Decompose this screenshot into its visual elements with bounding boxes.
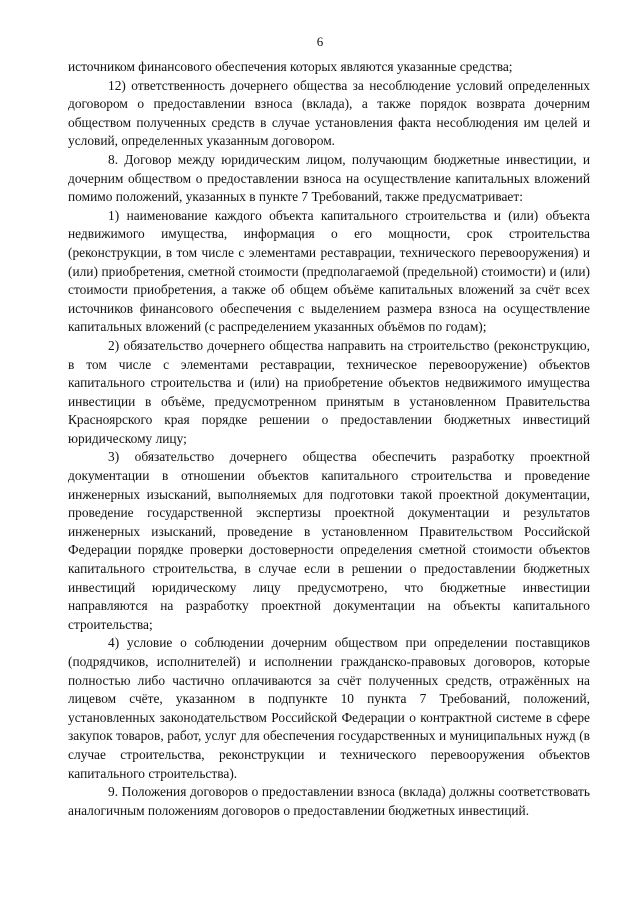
document-body <box>68 58 590 820</box>
paragraph: 3) обязательство дочернего общества обеспечить разработку проектной документации в отношении объектов капитального строительства и проведение инженерных изысканий, выполняемых для подготовки такой проектной документации, проведение государственной экспертизы проектной документации и результатов инженерных изысканий, проведение в установленном Правительством Российской Федерации порядке проверки достоверности определения сметной стоимости объектов капитального строительства, в случае если в решении о предоставлении бюджетных инвестиций юридическому лицу предусмотрено, что бюджетные инвестиции направляются на разработку проектной документации на объекты капитального строительства; <box>68 449 590 632</box>
page-number: 6 <box>316 34 324 49</box>
paragraph: 9. Положения договоров о предоставлении взноса (вклада) должны соответствовать аналогичным положениям договоров о предоставлении бюджетных инвестиций. <box>68 784 590 818</box>
paragraph: 2) обязательство дочернего общества направить на строительство (реконструкцию, в том числе с элементами реставрации, техническое перевооружение) объектов капитального строительства и (или) на приобретение объектов недвижимого имущества инвестиции в объёме, предусмотренном принятым в установленном Правительства Красноярского края порядке решении о предоставлении бюджетных инвестиций юридическому лицу; <box>68 337 590 446</box>
paragraph: 12) ответственность дочернего общества за несоблюдение условий определенных договором о предоставлении взноса (вклада), а также порядок возврата дочерним обществом полученных средств в случае установления факта несоблюдения им целей и условий, определенных указанным договором. <box>68 77 590 149</box>
paragraph: 4) условие о соблюдении дочерним обществом при определении поставщиков (подрядчиков, исполнителей) и исполнении гражданско-правовых договоров, которые полностью либо частично оплачиваются за счёт полученных средств, отражённых на лицевом счёте, указанном в подпункте 10 пункта 7 Требований, положений, установленных законодательством Российской Федерации о контрактной системе в сфере закупок товаров, работ, услуг для обеспечения государственных и муниципальных нужд (в случае строительства, реконструкции и технического перевооружения объектов капитального строительства). <box>68 635 590 781</box>
paragraph: источником финансового обеспечения которых являются указанные средства; <box>68 59 513 74</box>
paragraph: 8. Договор между юридическим лицом, получающим бюджетные инвестиции, и дочерним обществом о предоставлении взноса на осуществление капитальных вложений помимо положений, указанных в пункте 7 Требований, также предусматривает: <box>68 151 590 205</box>
paragraph: 1) наименование каждого объекта капитального строительства и (или) объекта недвижимого имущества, информация о его мощности, срок строительства (реконструкции, в том числе с элементами реставрации, технического перевооружения) и (или) приобретения, сметной стоимости (предполагаемой (предельной) стоимости) и (или) стоимости приобретения, а также об общем объёме капитальных вложений за счёт всех источников финансового обеспечения с выделением размера взноса на осуществление капитальных вложений (с распределением указанных объёмов по годам); <box>68 207 590 335</box>
